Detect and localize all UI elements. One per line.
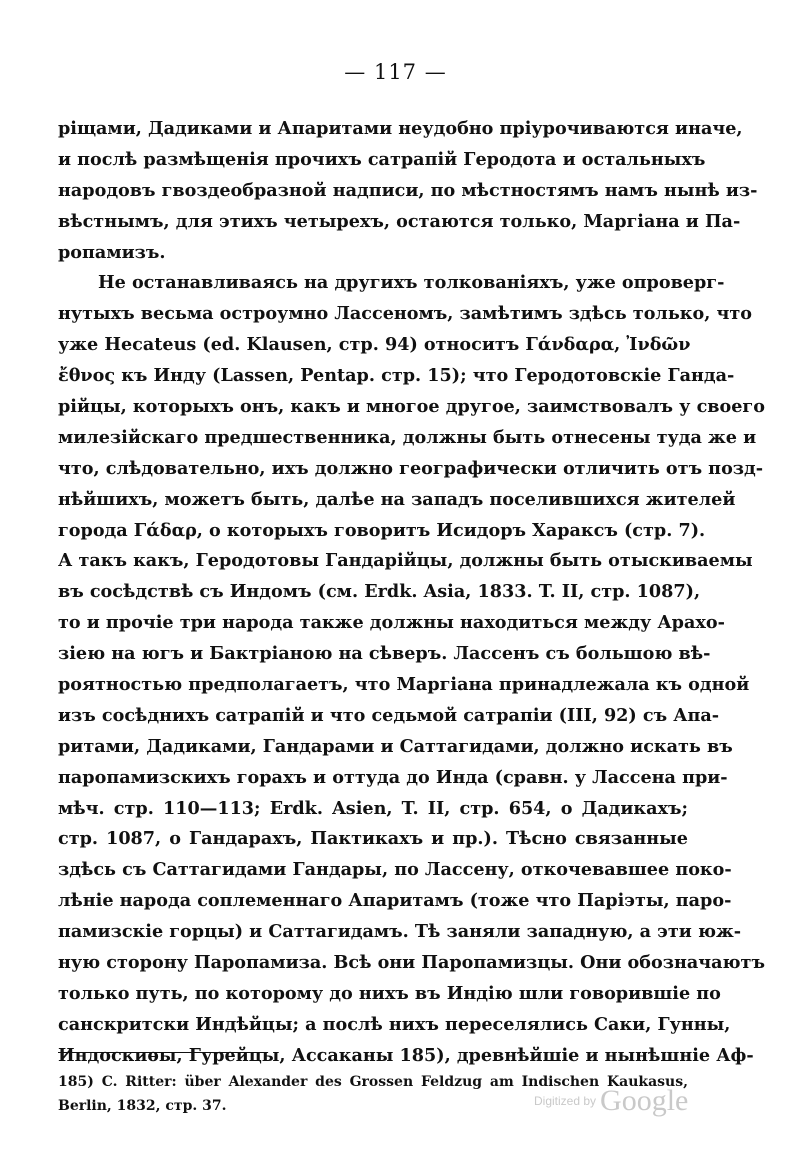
text-line: роятностью предполагаетъ, что Маргіана принадлежала къ одной bbox=[58, 674, 750, 696]
text-line: ропамизъ. bbox=[58, 241, 166, 263]
text-line: А такъ какъ, Геродотовы Гандарійцы, должны быть отыскиваемы bbox=[58, 550, 753, 572]
text-line: ную сторону Паропамиза. Всѣ они Паропамизцы. Они обозначаютъ bbox=[58, 952, 765, 974]
text-line: милезійскаго предшественника, должны быть отнесены туда же и bbox=[58, 426, 757, 448]
text-line: здѣсь съ Саттагидами Гандары, по Лассену, откочевавшее поко- bbox=[58, 859, 732, 881]
text-line: санскритски Индѣйцы; а послѣ нихъ переселялись Саки, Гунны, bbox=[58, 1013, 731, 1035]
text-line: лѣніе народа соплеменнаго Апаритамъ (тоже что Паріэты, паро- bbox=[58, 890, 732, 912]
page-number: — 117 — bbox=[344, 60, 447, 84]
text-line: зіею на югъ и Бактріаною на сѣверъ. Лассенъ съ большою вѣ- bbox=[58, 643, 711, 665]
text-line: паропамизскихъ горахъ и оттуда до Инда (сравн. у Лассена при- bbox=[58, 766, 728, 788]
text-line: ріщами, Дадиками и Апаритами неудобно пріурочиваются иначе, bbox=[58, 118, 743, 139]
text-line: то и прочіе три народа также должны находиться между Арахо- bbox=[58, 612, 725, 634]
footnote-line: 185) C. Ritter: über Alexander des Grossen Feldzug am Indischen Kaukasus, bbox=[58, 1074, 688, 1090]
text-line: нутыхъ весьма остроумно Лассеномъ, замѣтимъ здѣсь только, что bbox=[58, 303, 752, 325]
digitized-watermark bbox=[534, 1084, 688, 1118]
body-text bbox=[58, 114, 765, 1072]
text-line: только путь, по которому до нихъ въ Индію шли говорившіе по bbox=[58, 982, 721, 1004]
footnote-line: Berlin, 1832, стр. 37. bbox=[58, 1098, 227, 1114]
text-line: ритами, Дадиками, Гандарами и Саттагидами, должно искать въ bbox=[58, 735, 733, 757]
text-line: въ сосѣдствѣ съ Индомъ (см. Erdk. Asia, 1833. T. II, стр. 1087), bbox=[58, 581, 701, 603]
text-line: стр. 1087, о Гандарахъ, Пактикахъ и пр.). Тѣсно связанные bbox=[58, 828, 688, 850]
text-line: что, слѣдовательно, ихъ должно географически отличить отъ позд- bbox=[58, 457, 764, 479]
text-line: ἔθνος къ Инду (Lassen, Pentap. стр. 15); что Геродотовскіе Ганда- bbox=[58, 365, 735, 387]
text-line: народовъ гвоздеобразной надписи, по мѣстностямъ намъ нынѣ из- bbox=[58, 179, 758, 201]
text-line: и послѣ размѣщенія прочихъ сатрапій Геродота и остальныхъ bbox=[58, 148, 706, 170]
google-logo: Google bbox=[600, 1084, 689, 1117]
text-line: вѣстнымъ, для этихъ четырехъ, остаются только, Маргіана и Па- bbox=[58, 210, 741, 232]
text-line: рійцы, которыхъ онъ, какъ и многое другое, заимствовалъ у своего bbox=[58, 396, 765, 418]
text-line: Не останавливаясь на другихъ толкованіяхъ, уже опроверг- bbox=[98, 272, 725, 294]
text-line: мѣч. стр. 110—113; Erdk. Asien, T. II, стр. 654, о Дадикахъ; bbox=[58, 797, 688, 819]
watermark-prefix: Digitized by bbox=[534, 1094, 597, 1108]
text-line: памизскіе горцы) и Саттагидамъ. Тѣ заняли западную, а эти юж- bbox=[58, 921, 742, 943]
text-line: города Γάδαρ, о которыхъ говоритъ Исидоръ Хараксъ (стр. 7). bbox=[58, 519, 706, 541]
text-line: уже Hecateus (ed. Klausen, стр. 94) относитъ Γάνδαρα, Ἰνδῶν bbox=[58, 334, 691, 356]
text-line: изъ сосѣднихъ сатрапій и что седьмой сатрапіи (III, 92) съ Апа- bbox=[58, 704, 720, 726]
text-line: нѣйшихъ, можетъ быть, далѣе на западъ поселившихся жителей bbox=[58, 488, 736, 510]
footnote-divider bbox=[58, 1052, 266, 1053]
text-line: Индоскиѳы, Гурейцы, Ассаканы 185), древнѣйшіе и нынѣшніе Аф- bbox=[58, 1044, 754, 1066]
